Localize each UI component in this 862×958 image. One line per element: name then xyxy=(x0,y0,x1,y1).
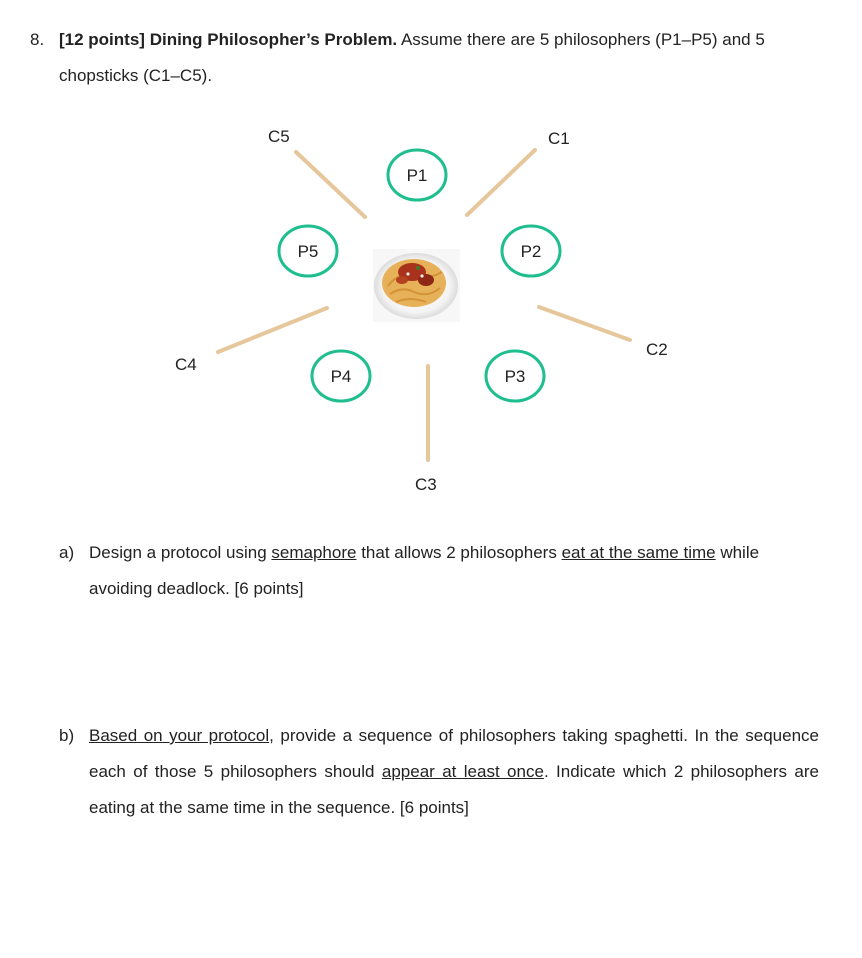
chopstick-label-c1: C1 xyxy=(548,129,570,148)
philosopher-label-p3: P3 xyxy=(504,367,526,386)
part-a-label: a) xyxy=(59,543,75,562)
part-b-underline-appear: appear at least once xyxy=(381,762,544,781)
chopstick-label-c5: C5 xyxy=(268,127,290,146)
part-b-underline-protocol: Based on your protocol xyxy=(89,726,270,745)
spaghetti-plate-image xyxy=(373,249,460,322)
philosopher-p5 xyxy=(279,226,337,276)
part-a-text-1: Design a protocol using xyxy=(89,543,267,562)
chopstick-c5 xyxy=(296,152,365,217)
part-b-label: b) xyxy=(59,726,75,745)
chopstick-c4 xyxy=(218,308,327,352)
question-intro: Assume there are 5 philosophers (P1–P5) and 5 chopsticks (C1–C5). xyxy=(59,30,765,85)
chopstick-label-c4: C4 xyxy=(175,355,197,374)
chopstick-c2 xyxy=(539,307,630,340)
philosopher-p1 xyxy=(388,150,446,200)
philosopher-p4 xyxy=(312,351,370,401)
philosopher-label-p1: P1 xyxy=(406,166,428,185)
philosopher-p3 xyxy=(486,351,544,401)
philosopher-label-p2: P2 xyxy=(520,242,542,261)
question-points: [12 points] xyxy=(59,30,145,49)
question-title: Dining Philosopher’s Problem. xyxy=(149,30,398,49)
part-b-text-1: , provide a sequence of philosophers taking spaghetti. In the sequence each of those 5 philosophers should xyxy=(89,726,819,781)
question-number: 8. xyxy=(30,30,45,49)
philosopher-label-p5: P5 xyxy=(297,242,319,261)
philosopher-label-p4: P4 xyxy=(330,367,352,386)
chopstick-label-c3: C3 xyxy=(415,475,437,494)
part-b-text-2: . Indicate which 2 philosophers are eating at the same time in the sequence. [6 points] xyxy=(89,762,820,817)
philosopher-p2 xyxy=(502,226,560,276)
part-a-text xyxy=(89,535,819,607)
chopstick-c1 xyxy=(467,150,535,215)
part-a-underline-semaphore: semaphore xyxy=(271,543,357,562)
part-a-text-2: that allows 2 philosophers xyxy=(361,543,557,562)
part-a-underline-eat: eat at the same time xyxy=(561,543,716,562)
part-b-text xyxy=(89,718,819,826)
part-a-text-3: while avoiding deadlock. [6 points] xyxy=(89,543,760,598)
chopstick-label-c2: C2 xyxy=(646,340,668,359)
